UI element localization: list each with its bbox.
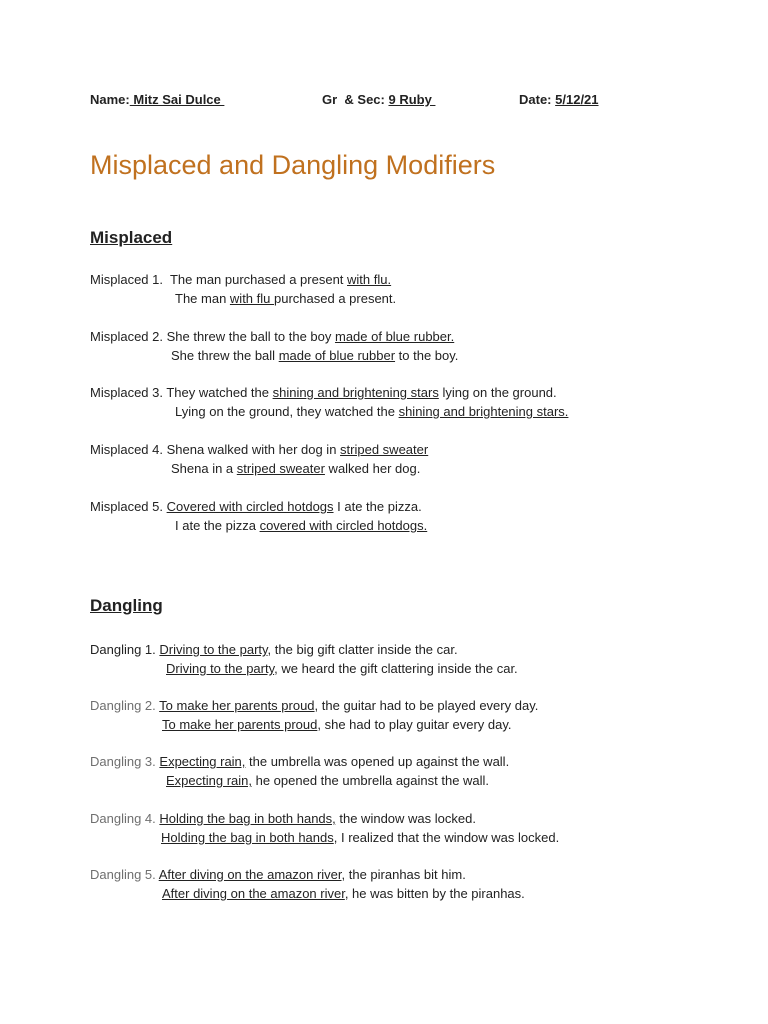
modifier-phrase: covered with circled hotdogs.	[259, 518, 428, 533]
modifier-phrase: Holding the bag in both hands,	[159, 811, 336, 826]
sentence-text: , the big gift clatter inside the car.	[267, 642, 458, 657]
misplaced-label: Misplaced 4.	[90, 442, 163, 457]
misplaced-4-corrected	[171, 461, 420, 477]
sentence-text: the window was locked.	[335, 811, 476, 826]
misplaced-5-corrected	[175, 518, 427, 534]
misplaced-label: Misplaced 3.	[90, 385, 163, 400]
misplaced-3-corrected	[175, 404, 568, 420]
misplaced-1-corrected	[175, 291, 396, 307]
modifier-phrase: After diving on the amazon river	[158, 867, 342, 882]
sentence-text: , the guitar had to be played every day.	[314, 698, 539, 713]
misplaced-2-original	[90, 329, 454, 345]
modifier-phrase: striped sweater	[236, 461, 325, 476]
misplaced-label: Misplaced 1.	[90, 272, 163, 287]
sentence-text: She threw the ball to the boy	[162, 329, 335, 344]
name-field	[90, 92, 224, 107]
misplaced-heading: Misplaced	[90, 228, 173, 247]
sentence-text: Shena walked with her dog in	[162, 442, 341, 457]
sentence-text: The man purchased a present	[162, 272, 348, 287]
dangling-2-corrected	[162, 717, 512, 733]
modifier-phrase: with flu	[229, 291, 274, 306]
sentence-text: to the boy.	[395, 348, 459, 363]
sentence-text: They watched the	[162, 385, 273, 400]
name-label: Name:	[90, 92, 130, 107]
grade-section-field	[322, 92, 435, 107]
modifier-phrase: Expecting rain,	[159, 754, 246, 769]
date-value: 5/12/21	[555, 92, 599, 107]
sentence-text: She threw the ball	[171, 348, 279, 363]
dangling-label: Dangling 3.	[90, 754, 156, 769]
sentence-text: Shena in a	[171, 461, 237, 476]
modifier-phrase: made of blue rubber	[278, 348, 396, 363]
grade-section-label: Gr & Sec:	[322, 92, 385, 107]
modifier-phrase: shining and brightening stars.	[398, 404, 569, 419]
dangling-5-original	[90, 867, 466, 883]
modifier-phrase: Driving to the party	[166, 661, 275, 676]
modifier-phrase: Covered with circled hotdogs	[166, 499, 334, 514]
modifier-phrase: Driving to the party	[159, 642, 268, 657]
dangling-label: Dangling 4.	[90, 811, 156, 826]
sentence-text: lying on the ground.	[438, 385, 557, 400]
grade-section-value: 9 Ruby	[388, 92, 436, 107]
misplaced-label: Misplaced 5.	[90, 499, 163, 514]
dangling-label: Dangling 2.	[90, 698, 156, 713]
misplaced-2-corrected	[171, 348, 458, 364]
modifier-phrase: To make her parents proud	[159, 698, 315, 713]
dangling-3-corrected	[166, 773, 489, 789]
sentence-text: I ate the pizza.	[333, 499, 422, 514]
sentence-text: The man	[175, 291, 230, 306]
modifier-phrase: Holding the bag in both hands	[161, 830, 334, 845]
sentence-text: purchased a present.	[274, 291, 397, 306]
page-title: Misplaced and Dangling Modifiers	[90, 150, 496, 180]
modifier-phrase: striped sweater	[340, 442, 429, 457]
name-value: Mitz Sai Dulce	[129, 92, 225, 107]
dangling-5-corrected	[162, 886, 525, 902]
modifier-phrase: To make her parents proud	[162, 717, 318, 732]
misplaced-label: Misplaced 2.	[90, 329, 163, 344]
dangling-4-corrected	[161, 830, 559, 846]
modifier-phrase: shining and brightening stars	[272, 385, 439, 400]
misplaced-5-original	[90, 499, 422, 515]
dangling-4-original	[90, 811, 476, 827]
sentence-text: I ate the pizza	[175, 518, 260, 533]
dangling-label: Dangling 1.	[90, 642, 156, 657]
sentence-text: walked her dog.	[324, 461, 421, 476]
dangling-heading: Dangling	[90, 596, 163, 615]
dangling-3-original	[90, 754, 509, 770]
misplaced-4-original	[90, 442, 428, 458]
sentence-text: , she had to play guitar every day.	[317, 717, 512, 732]
sentence-text: , we heard the gift clattering inside the car.	[274, 661, 518, 676]
modifier-phrase: with flu.	[347, 272, 392, 287]
dangling-1-original	[90, 642, 458, 658]
sentence-text: , the piranhas bit him.	[341, 867, 466, 882]
sentence-text: , I realized that the window was locked.	[333, 830, 560, 845]
sentence-text: , he was bitten by the piranhas.	[344, 886, 525, 901]
sentence-text: he opened the umbrella against the wall.	[252, 773, 490, 788]
sentence-text: Lying on the ground, they watched the	[175, 404, 399, 419]
date-label: Date:	[519, 92, 552, 107]
date-field	[519, 92, 599, 107]
modifier-phrase: made of blue rubber.	[334, 329, 455, 344]
misplaced-1-original	[90, 272, 391, 288]
sentence-text: the umbrella was opened up against the wall.	[245, 754, 510, 769]
modifier-phrase: After diving on the amazon river	[162, 886, 345, 901]
modifier-phrase: Expecting rain,	[166, 773, 252, 788]
dangling-label: Dangling 5.	[90, 867, 156, 882]
misplaced-3-original	[90, 385, 557, 401]
dangling-1-corrected	[166, 661, 518, 677]
dangling-2-original	[90, 698, 538, 714]
